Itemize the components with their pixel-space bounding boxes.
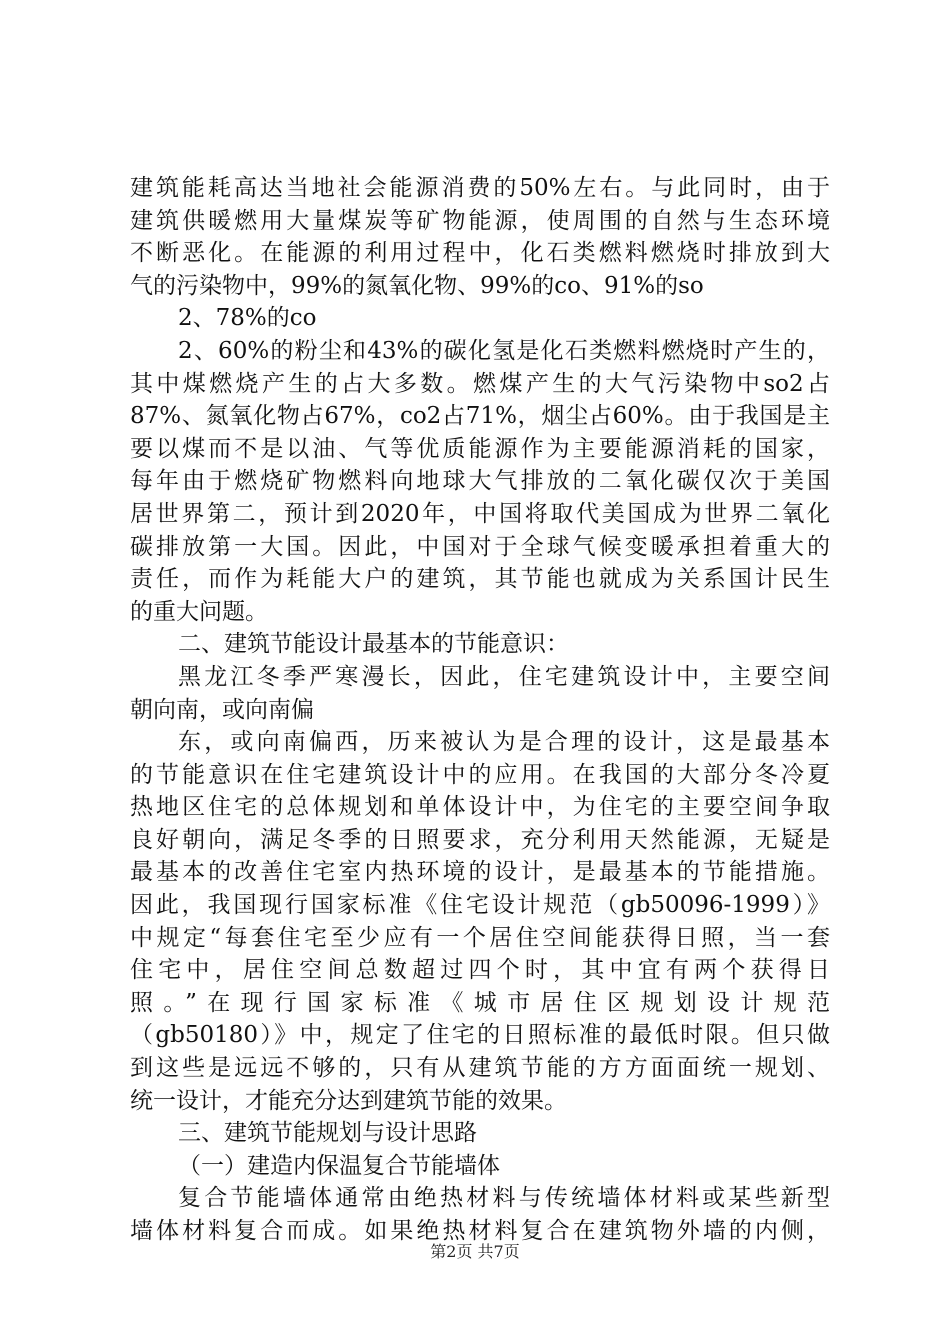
text-line: 东，或向南偏西，历来被认为是合理的设计，这是最基本 [178,729,830,756]
text-line: 的节能意识在住宅建筑设计中的应用。在我国的大部分冬冷夏 [130,761,830,788]
subsection-heading: （一）建造内保温复合节能墙体 [178,1152,500,1179]
text-line: 建筑能耗高达当地社会能源消费的50%左右。与此同时，由于 [130,175,830,201]
text-line: 2、60%的粉尘和43%的碳化氢是化石类燃料燃烧时产生的， [178,337,830,364]
text-line: 的重大问题。 [130,598,268,625]
text-line: 责任，而作为耗能大户的建筑，其节能也就成为关系国计民生 [130,566,830,593]
text-line: （gb50180）》中，规定了住宅的日照标准的最低时限。但只做 [130,1022,830,1049]
text-line: 碳排放第一大国。因此，中国对于全球气候变暖承担着重大的 [130,533,830,560]
text-line: 每年由于燃烧矿物燃料向地球大气排放的二氧化碳仅次于美国 [130,468,830,495]
text-line: 到这些是远远不够的，只有从建筑节能的方方面面统一规划、 [130,1055,830,1082]
text-line: 黑龙江冬季严寒漫长，因此，住宅建筑设计中，主要空间 [178,663,830,690]
text-line: 统一设计，才能充分达到建筑节能的效果。 [130,1087,567,1114]
text-line: 要以煤而不是以油、气等优质能源作为主要能源消耗的国家， [130,435,830,462]
text-line: 照。”在现行国家标准《城市居住区规划设计规范 [130,989,830,1016]
text-line: 住宅中，居住空间总数超过四个时，其中宜有两个获得日 [130,957,830,984]
text-line: 中规定“每套住宅至少应有一个居住空间能获得日照，当一套 [130,924,830,951]
text-line: 2、78%的co [178,305,317,332]
text-line: 气的污染物中，99%的氮氧化物、99%的co、91%的so [130,272,704,299]
text-line: 朝向南，或向南偏 [130,696,314,723]
text-line: 居世界第二，预计到2020年，中国将取代美国成为世界二氧化 [130,500,830,527]
text-line: 87%、氮氧化物占67%，co2占71%，烟尘占60%。由于我国是主 [130,403,830,430]
text-line: 最基本的改善住宅室内热环境的设计，是最基本的节能措施。 [130,859,830,886]
document-body [130,172,830,1248]
page-footer: 第2页 共7页 [430,1242,520,1261]
section-heading: 三、建筑节能规划与设计思路 [178,1120,477,1147]
text-line: 良好朝向，满足冬季的日照要求，充分利用天然能源，无疑是 [130,826,830,853]
text-line: 墙体材料复合而成。如果绝热材料复合在建筑物外墙的内侧， [130,1218,830,1244]
text-line: 不断恶化。在能源的利用过程中，化石类燃料燃烧时排放到大 [130,240,830,267]
section-heading: 二、建筑节能设计最基本的节能意识： [178,631,569,658]
text-line: 复合节能墙体通常由绝热材料与传统墙体材料或某些新型 [178,1185,830,1212]
text-line: 热地区住宅的总体规划和单体设计中，为住宅的主要空间争取 [130,794,830,821]
text-line: 其中煤燃烧产生的占大多数。燃煤产生的大气污染物中so2占 [130,370,830,397]
text-line: 因此，我国现行国家标准《住宅设计规范（gb50096-1999）》 [130,892,830,919]
text-line: 建筑供暖燃用大量煤炭等矿物能源，使周围的自然与生态环境 [130,207,830,234]
